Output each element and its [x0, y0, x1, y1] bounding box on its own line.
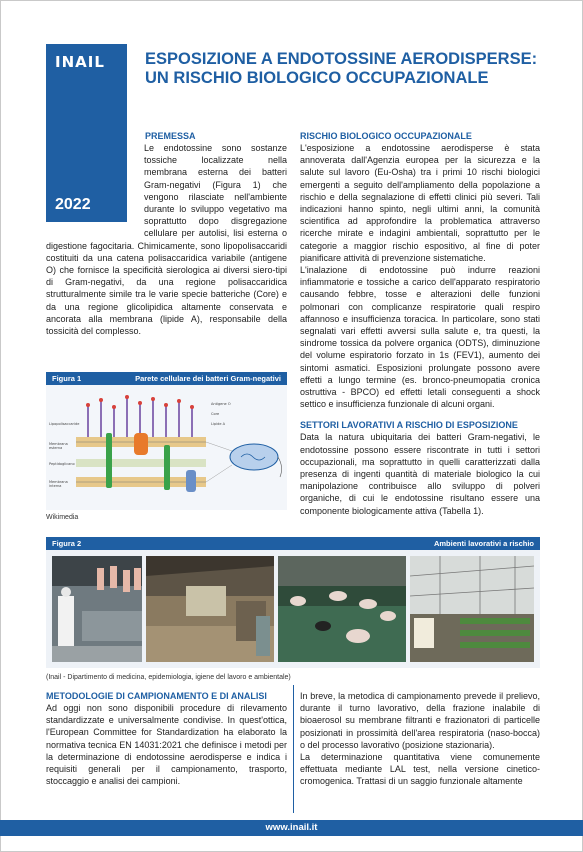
figure2-title: Ambienti lavorativi a rischio: [433, 539, 534, 548]
figure1-bar: [46, 372, 287, 385]
premessa-body-wrap: [46, 142, 287, 337]
inail-logo: INAIL: [55, 53, 105, 71]
right-column: [300, 130, 540, 517]
svg-text:Lipopolisaccaride: Lipopolisaccaride: [49, 422, 80, 426]
svg-text:Membrana: Membrana: [49, 442, 68, 446]
svg-text:Membrana: Membrana: [49, 480, 68, 484]
title-line-2: UN RISCHIO BIOLOGICO OCCUPAZIONALE: [145, 69, 489, 87]
svg-text:esterna: esterna: [49, 446, 63, 450]
figure2-bar: [46, 537, 540, 550]
figure2-label: Figura 2: [52, 539, 82, 548]
svg-text:Peptidoglicano: Peptidoglicano: [49, 462, 75, 466]
column-divider: [293, 685, 294, 813]
photo-stable: [146, 556, 274, 662]
rischio-heading: RISCHIO BIOLOGICO OCCUPAZIONALE: [300, 131, 472, 141]
premessa-heading-wrap: [145, 130, 287, 142]
greenhouse-image: [410, 556, 534, 662]
photo-slaughterhouse: [52, 556, 142, 662]
figure1-title: Parete cellulare dei batteri Gram-negativi: [135, 374, 281, 383]
stable-image: [146, 556, 274, 662]
pig-farm-image: [278, 556, 406, 662]
svg-text:interna: interna: [49, 484, 62, 488]
premessa-body: Le endotossine sono sostanze tossiche localizzate nella membrana esterna dei batteri Gram-negativi (Figura 1) che vengono rilasciate nell'ambiente durante lo sviluppo vegetativo ma soprattutto dopo disgregazione cellulare per autolisi, lisi esterna o digestione fagocitaria. Chimicamente, sono lipopolisaccaridi costituiti da una catena polisaccaridica variabile (antigene O) che fornisce la specificità sierologica ai diversi siero-tipi di Gram-negativi, da una regione polisaccaridica strutturalmente simile tra le varie specie batteriche (Core) e da una regione glicolipidica altamente conservata e ancorata alla membrana (lipide A), responsabile della tossicità del complesso.: [46, 143, 287, 337]
figure1-source: Wikimedia: [46, 514, 79, 521]
figure1-label: Figura 1: [52, 374, 82, 383]
rischio-body: [300, 142, 540, 410]
page-title: [145, 50, 565, 88]
photo-greenhouse: [410, 556, 534, 662]
svg-text:Core: Core: [211, 412, 220, 416]
footer-url[interactable]: www.inail.it: [265, 822, 318, 833]
title-line-1: ESPOSIZIONE A ENDOTOSSINE AERODISPERSE:: [145, 50, 538, 68]
svg-text:Lipide A: Lipide A: [211, 422, 225, 426]
metodologie-body: Ad oggi non sono disponibili procedure di rilevamento standardizzate e universalmente condivise. In quest'ottica, l'European Committee for Standardization ha elaborato la normativa tecnica EN 14031:2021 che definisce i metodi per la determinazione di endotossine aerodisperse e indica i requisiti generali per il campionamento, trasporto, stoccaggio e analisi dei campioni.: [46, 703, 287, 787]
figure2-source: (Inail - Dipartimento di medicina, epidemiologia, igiene del lavoro e ambientale): [46, 674, 291, 681]
float-spacer: [46, 142, 144, 232]
settori-body: Data la natura ubiquitaria dei batteri Gram-negativi, le endotossine possono essere riscontrate in tutti i settori occupazionali, ma soprattutto in quelli caratterizzati dalla presenza di ingenti quantità di materiale biologico la cui manipolazione contribuisce allo sviluppo di polveri organiche, di cui le endotossine risultano essere una componente biologicamente attiva (Tabella 1).: [300, 432, 540, 516]
footer-bar: [0, 820, 583, 836]
year-label: 2022: [55, 196, 91, 213]
metodologie-left: [46, 690, 287, 787]
photo-pig-farm: [278, 556, 406, 662]
figure1-diagram: [46, 385, 287, 510]
rischio-p2: L'inalazione di endotossine può indurre reazioni infiammatorie e tossiche a carico dell'apparato respiratorio causando febbre, tosse e alterazioni delle funzioni polmonari con complicanze respiratorie quali respiro affannoso e insufficienza toracica. In particolare, sono stati segnalati vari effetti avversi sulla salute e, tra questi, la sindrome tossica da polvere organica (ODTS), diminuzione del volume espiratorio forzato in 1s (FEV1), aumento dei sintomi asmatici. Esposizioni prolungate possono avere effetti a lungo termine (es. bronco-pneumopatia cronica ostruttiva - BPCO) ed effetti letali conseguenti a shock settico e insufficienza funzionale di alcuni organi.: [300, 265, 540, 410]
cell-wall-diagram: [46, 385, 287, 510]
rischio-p1: L'esposizione a endotossine aerodisperse è stata annoverata dall'Agenzia europea per la sicurezza e la salute sul lavoro (Eu-Osha) tra i primi 10 rischi biologici emergenti a seguito dell'ampliamento della popolazione a rischio e della segnalazione di effetti clinici più severi. Tali indicazioni hanno spinto, negli ultimi anni, la comunità scientifica ad approfondire la problematica attraverso ricerche mirate e indagini ambientali, soprattutto per le categorie a maggior rischio espositivo, al fine di poter pianificare attività di prevenzione sistematiche.: [300, 143, 540, 263]
metodologie-p2: In breve, la metodica di campionamento prevede il prelievo, durante il turno lavorativo, della frazione inalabile di bioaerosol su membrane filtranti e frazionatori di particelle posizionati in prossimità dell'area respiratoria (naso-bocca) o del processo lavorativo (posizione stazionaria).: [300, 691, 540, 750]
metodologie-heading: METODOLOGIE DI CAMPIONAMENTO E DI ANALISI: [46, 691, 267, 701]
premessa-heading: PREMESSA: [145, 131, 196, 141]
slaughterhouse-image: [52, 556, 142, 662]
svg-text:Antigene O: Antigene O: [211, 402, 231, 406]
metodologie-right: [300, 690, 540, 788]
metodologie-p3: La determinazione quantitativa viene comunemente effettuata mediante LAL test, nella versione cinetico-cromogenica. Trattasi di un saggio funzionale altamente: [300, 752, 540, 787]
settori-heading: SETTORI LAVORATIVI A RISCHIO DI ESPOSIZIONE: [300, 420, 518, 431]
